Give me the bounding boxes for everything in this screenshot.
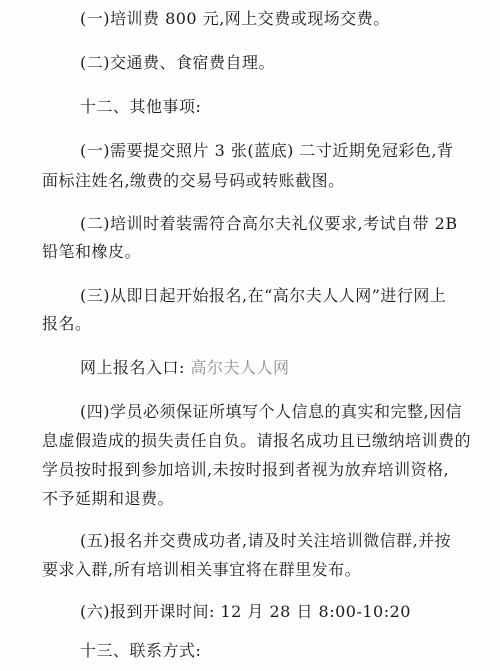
registration-entry	[80, 357, 500, 379]
section-heading-12: 十二、其他事项:	[80, 97, 202, 116]
registration-entry-link[interactable]: 高尔夫人人网	[190, 358, 290, 377]
registration-line-2: 报名。	[42, 314, 92, 333]
fee-paragraph: (一)培训费 800 元,网上交费或现场交费。	[80, 9, 390, 28]
check-in-time: (六)报到开课时间: 12 月 28 日 8:00-10:20	[80, 602, 411, 621]
wechat-group-line-2: 要求入群,所有培训相关事宜将在群里发布。	[42, 560, 362, 579]
registration-line-1: (三)从即日起开始报名,在“高尔夫人人网”进行网上	[80, 286, 447, 305]
registration-entry-label: 网上报名入口:	[80, 358, 185, 377]
dress-code-line-2: 铅笔和橡皮。	[42, 242, 142, 261]
dress-code-line-1: (二)培训时着装需符合高尔夫礼仪要求,考试自带 2B	[80, 214, 458, 233]
student-info-line-4: 不予延期和退费。	[42, 489, 175, 508]
student-info-line-2: 息虚假造成的损失责任自负。请报名成功且已缴纳培训费的	[42, 431, 472, 450]
expenses-paragraph: (二)交通费、食宿费自理。	[80, 53, 275, 72]
photo-requirement-line-1: (一)需要提交照片 3 张(蓝底) 二寸近期免冠彩色,背	[80, 141, 454, 160]
section-heading-13: 十三、联系方式:	[80, 641, 202, 660]
student-info-line-1: (四)学员必须保证所填写个人信息的真实和完整,因信	[80, 402, 463, 421]
photo-requirement-line-2: 面标注姓名,缴费的交易号码或转账截图。	[42, 171, 345, 190]
wechat-group-line-1: (五)报名并交费成功者,请及时关注培训微信群,并按	[80, 531, 452, 550]
student-info-line-3: 学员按时报到参加培训,未按时报到者视为放弃培训资格,	[42, 460, 450, 479]
